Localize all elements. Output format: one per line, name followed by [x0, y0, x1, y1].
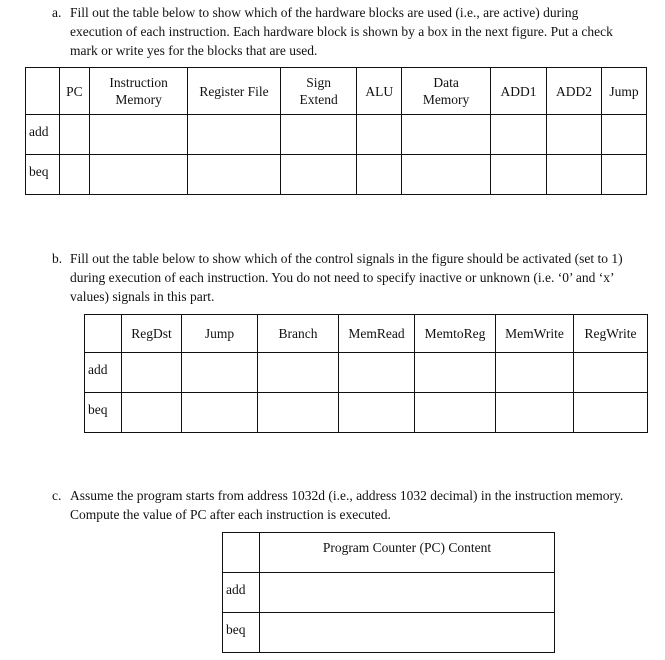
answer-cell[interactable]: [90, 115, 188, 155]
answer-cell[interactable]: [357, 155, 402, 195]
header-instruction-memory: Instruction Memory: [90, 68, 188, 115]
answer-cell[interactable]: [59, 155, 90, 195]
header-register-file: Register File: [188, 68, 281, 115]
table-row: [26, 115, 647, 155]
answer-cell[interactable]: [339, 393, 415, 433]
header-corner: [223, 533, 260, 573]
answer-cell[interactable]: [258, 393, 339, 433]
row-label-beq: beq: [26, 155, 60, 195]
header-alu: ALU: [357, 68, 402, 115]
row-label-beq: beq: [85, 393, 122, 433]
header-corner: [26, 68, 60, 115]
answer-cell[interactable]: [122, 393, 182, 433]
answer-cell[interactable]: [547, 115, 602, 155]
header-memtoreg: MemtoReg: [415, 315, 496, 353]
table-row: [85, 393, 648, 433]
answer-cell[interactable]: [59, 115, 90, 155]
row-label-beq: beq: [223, 613, 260, 653]
hardware-blocks-table: [25, 67, 647, 195]
answer-cell[interactable]: [402, 115, 491, 155]
answer-cell[interactable]: [280, 155, 356, 195]
header-pc: PC: [59, 68, 90, 115]
answer-cell[interactable]: [602, 155, 647, 195]
header-jump: Jump: [602, 68, 647, 115]
answer-cell[interactable]: [260, 613, 555, 653]
answer-cell[interactable]: [574, 353, 648, 393]
row-label-add: add: [85, 353, 122, 393]
answer-cell[interactable]: [496, 353, 574, 393]
answer-cell[interactable]: [415, 393, 496, 433]
header-data-memory: Data Memory: [402, 68, 491, 115]
answer-cell[interactable]: [188, 115, 281, 155]
answer-cell[interactable]: [415, 353, 496, 393]
table-row: [223, 613, 555, 653]
row-label-add: add: [26, 115, 60, 155]
table-row: [26, 155, 647, 195]
header-memread: MemRead: [339, 315, 415, 353]
answer-cell[interactable]: [357, 115, 402, 155]
header-jump: Jump: [182, 315, 258, 353]
header-pc-content: Program Counter (PC) Content: [260, 533, 555, 573]
header-branch: Branch: [258, 315, 339, 353]
answer-cell[interactable]: [122, 353, 182, 393]
question-c-text: Assume the program starts from address 1032d (i.e., address 1032 decimal) in the instruction memory. Compute the value of PC after each instruction is executed.: [70, 488, 624, 522]
header-regdst: RegDst: [122, 315, 182, 353]
answer-cell[interactable]: [339, 353, 415, 393]
answer-cell[interactable]: [188, 155, 281, 195]
header-regwrite: RegWrite: [574, 315, 648, 353]
table-row: [85, 353, 648, 393]
answer-cell[interactable]: [258, 353, 339, 393]
header-sign-extend: Sign Extend: [280, 68, 356, 115]
question-a-text: Fill out the table below to show which of the hardware blocks are used (i.e., are active) during execution of each instruction. Each hardware block is shown by a box in the next figure. Put a check mark or write yes for the blocks that are used.: [70, 5, 613, 58]
table-row: [223, 573, 555, 613]
answer-cell[interactable]: [260, 573, 555, 613]
question-b-label: b.: [52, 251, 63, 266]
answer-cell[interactable]: [547, 155, 602, 195]
answer-cell[interactable]: [574, 393, 648, 433]
answer-cell[interactable]: [280, 115, 356, 155]
row-label-add: add: [223, 573, 260, 613]
header-add2: ADD2: [547, 68, 602, 115]
question-c-label: c.: [52, 488, 62, 503]
answer-cell[interactable]: [602, 115, 647, 155]
answer-cell[interactable]: [490, 155, 546, 195]
answer-cell[interactable]: [182, 353, 258, 393]
answer-cell[interactable]: [90, 155, 188, 195]
answer-cell[interactable]: [182, 393, 258, 433]
answer-cell[interactable]: [490, 115, 546, 155]
answer-cell[interactable]: [496, 393, 574, 433]
header-add1: ADD1: [490, 68, 546, 115]
answer-cell[interactable]: [402, 155, 491, 195]
question-b-text: Fill out the table below to show which of the control signals in the figure should be activated (set to 1) during execution of each instruction. You do not need to specify inactive or unknown (i.e. ‘0’ and ‘x’ values) signals in this part.: [70, 251, 623, 304]
header-memwrite: MemWrite: [496, 315, 574, 353]
control-signals-table: [84, 314, 648, 433]
header-corner: [85, 315, 122, 353]
pc-content-table: [222, 532, 555, 653]
question-a-label: a.: [52, 5, 62, 20]
